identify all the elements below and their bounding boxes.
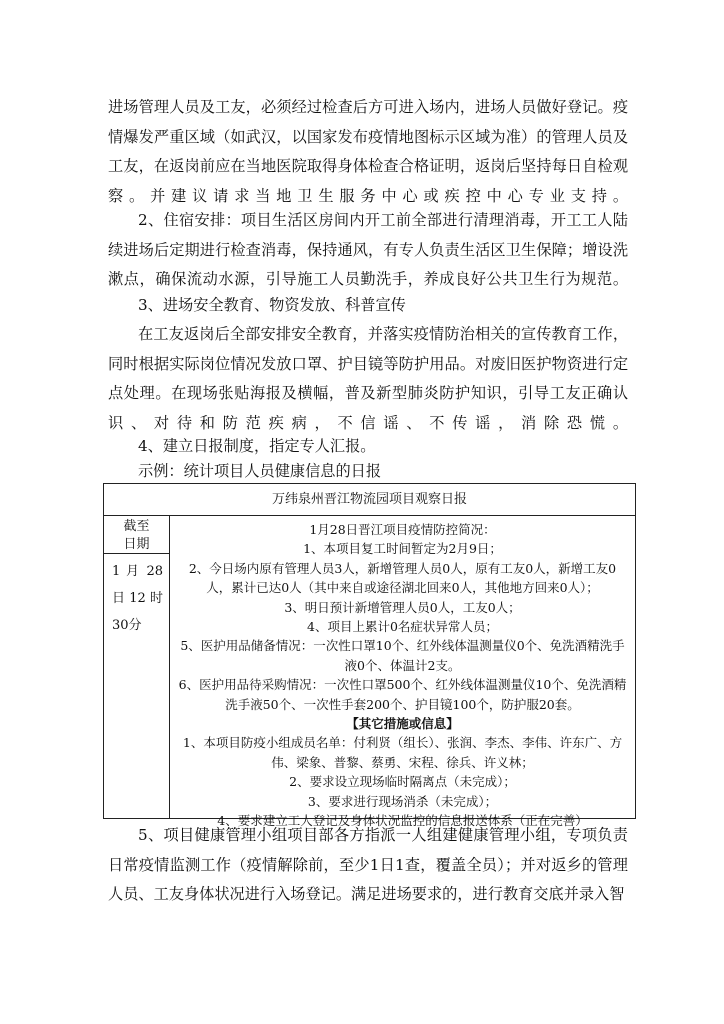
report-line: 洗手液50个、一次性手套200个、护目镜100个，防护服20套。 [225, 696, 580, 712]
report-line: 2、要求设立现场临时隔离点（未完成）； [289, 774, 516, 790]
report-line: 6、医护用品待采购情况：一次性口罩500个、红外线体温测量仪10个、免洗酒精 [178, 677, 627, 693]
other-measures-heading: 【其它措施或信息】 [346, 716, 459, 732]
report-line: 人，累计已达0人（其中来自或途径湖北回来0人，其他地方回来0人）； [206, 580, 599, 596]
report-line: 5、医护用品储备情况：一次性口罩10个、红外线体温测量仪0个、免洗酒精洗手 [180, 638, 625, 654]
date-value [104, 554, 169, 639]
date-line: 日 12 时 [112, 591, 163, 606]
heading-safety-education: 3、进场安全教育、物资发放、科普宣传 [138, 296, 406, 314]
paragraph-health-team: 5、项目健康管理小组项目部各方指派一人组建健康管理小组，专项负责日常疫情监测工作（疫情解除前，至少1日1查，覆盖全员）；并对返乡的管理人员、工友身体状况进行入场登记。满足进场要求的，进行教育交底并录入智 [108, 826, 628, 903]
report-line: 4、要求建立工人登记及身体状况监控的信息报送体系（正在完善） [217, 813, 588, 829]
report-line: 4、项目上累计0名症状异常人员； [307, 619, 498, 635]
report-line: 2、今日场内原有管理人员3人，新增管理人员0人，原有工友0人，新增工友0 [188, 560, 617, 576]
paragraph-entry-control: 进场管理人员及工友，必须经过检查后方可进入场内，进场人员做好登记。疫情爆发严重区域（如武汉，以国家发布疫情地图标示区域为准）的管理人员及工友，在返岗前应在当地医院取得身体检查合格证明，返岗后坚持每日自检观察。并建议请求当地卫生服务中心或疾控中心专业支持。 [108, 98, 628, 205]
report-line: 1、本项目防疫小组成员名单：付利贤（组长）、张润、李杰、李伟、许东广、方 [182, 735, 623, 751]
daily-report-table [103, 483, 636, 829]
table-title: 万纬泉州晋江物流园项目观察日报 [104, 484, 635, 516]
date-column-header [104, 516, 169, 554]
date-line: 1 月 28 [112, 564, 163, 579]
report-line: 1月28日晋江项目疫情防控简况： [309, 522, 496, 537]
example-caption: 示例：统计项目人员健康信息的日报 [138, 462, 381, 480]
date-column-header-text: 截至日期 [123, 519, 150, 552]
report-line: 3、明日预计新增管理人员0人，工友0人； [284, 599, 521, 615]
date-column [104, 516, 170, 818]
paragraph-daily-report: 4、建立日报制度，指定专人汇报。 [138, 437, 376, 455]
report-line: 液0个、体温计2支。 [344, 657, 461, 673]
date-line: 30分 [112, 618, 142, 633]
paragraph-safety-education: 在工友返岗后全部安排安全教育，并落实疫情防治相关的宣传教育工作，同时根据实际岗位情况发放口罩、护目镜等防护用品。对废旧医护物资进行定点处理。在现场张贴海报及横幅，普及新型肺炎防护知识，引导工友正确认识、对待和防范疾病，不信谣、不传谣，消除恐慌。 [108, 325, 628, 432]
report-line: 1、本项目复工时间暂定为2月9日； [303, 541, 502, 557]
report-line: 3、要求进行现场消杀（未完成）； [307, 793, 498, 809]
report-line: 伟、梁象、普黎、蔡勇、宋程、徐兵、许义林； [271, 754, 534, 770]
report-content [170, 516, 635, 829]
paragraph-accommodation: 2、住宿安排：项目生活区房间内开工前全部进行清理消毒，开工工人陆续进场后定期进行检查消毒，保持通风，有专人负责生活区卫生保障；增设洗漱点，确保流动水源，引导施工人员勤洗手，养成良好公共卫生行为规范。 [108, 211, 628, 288]
